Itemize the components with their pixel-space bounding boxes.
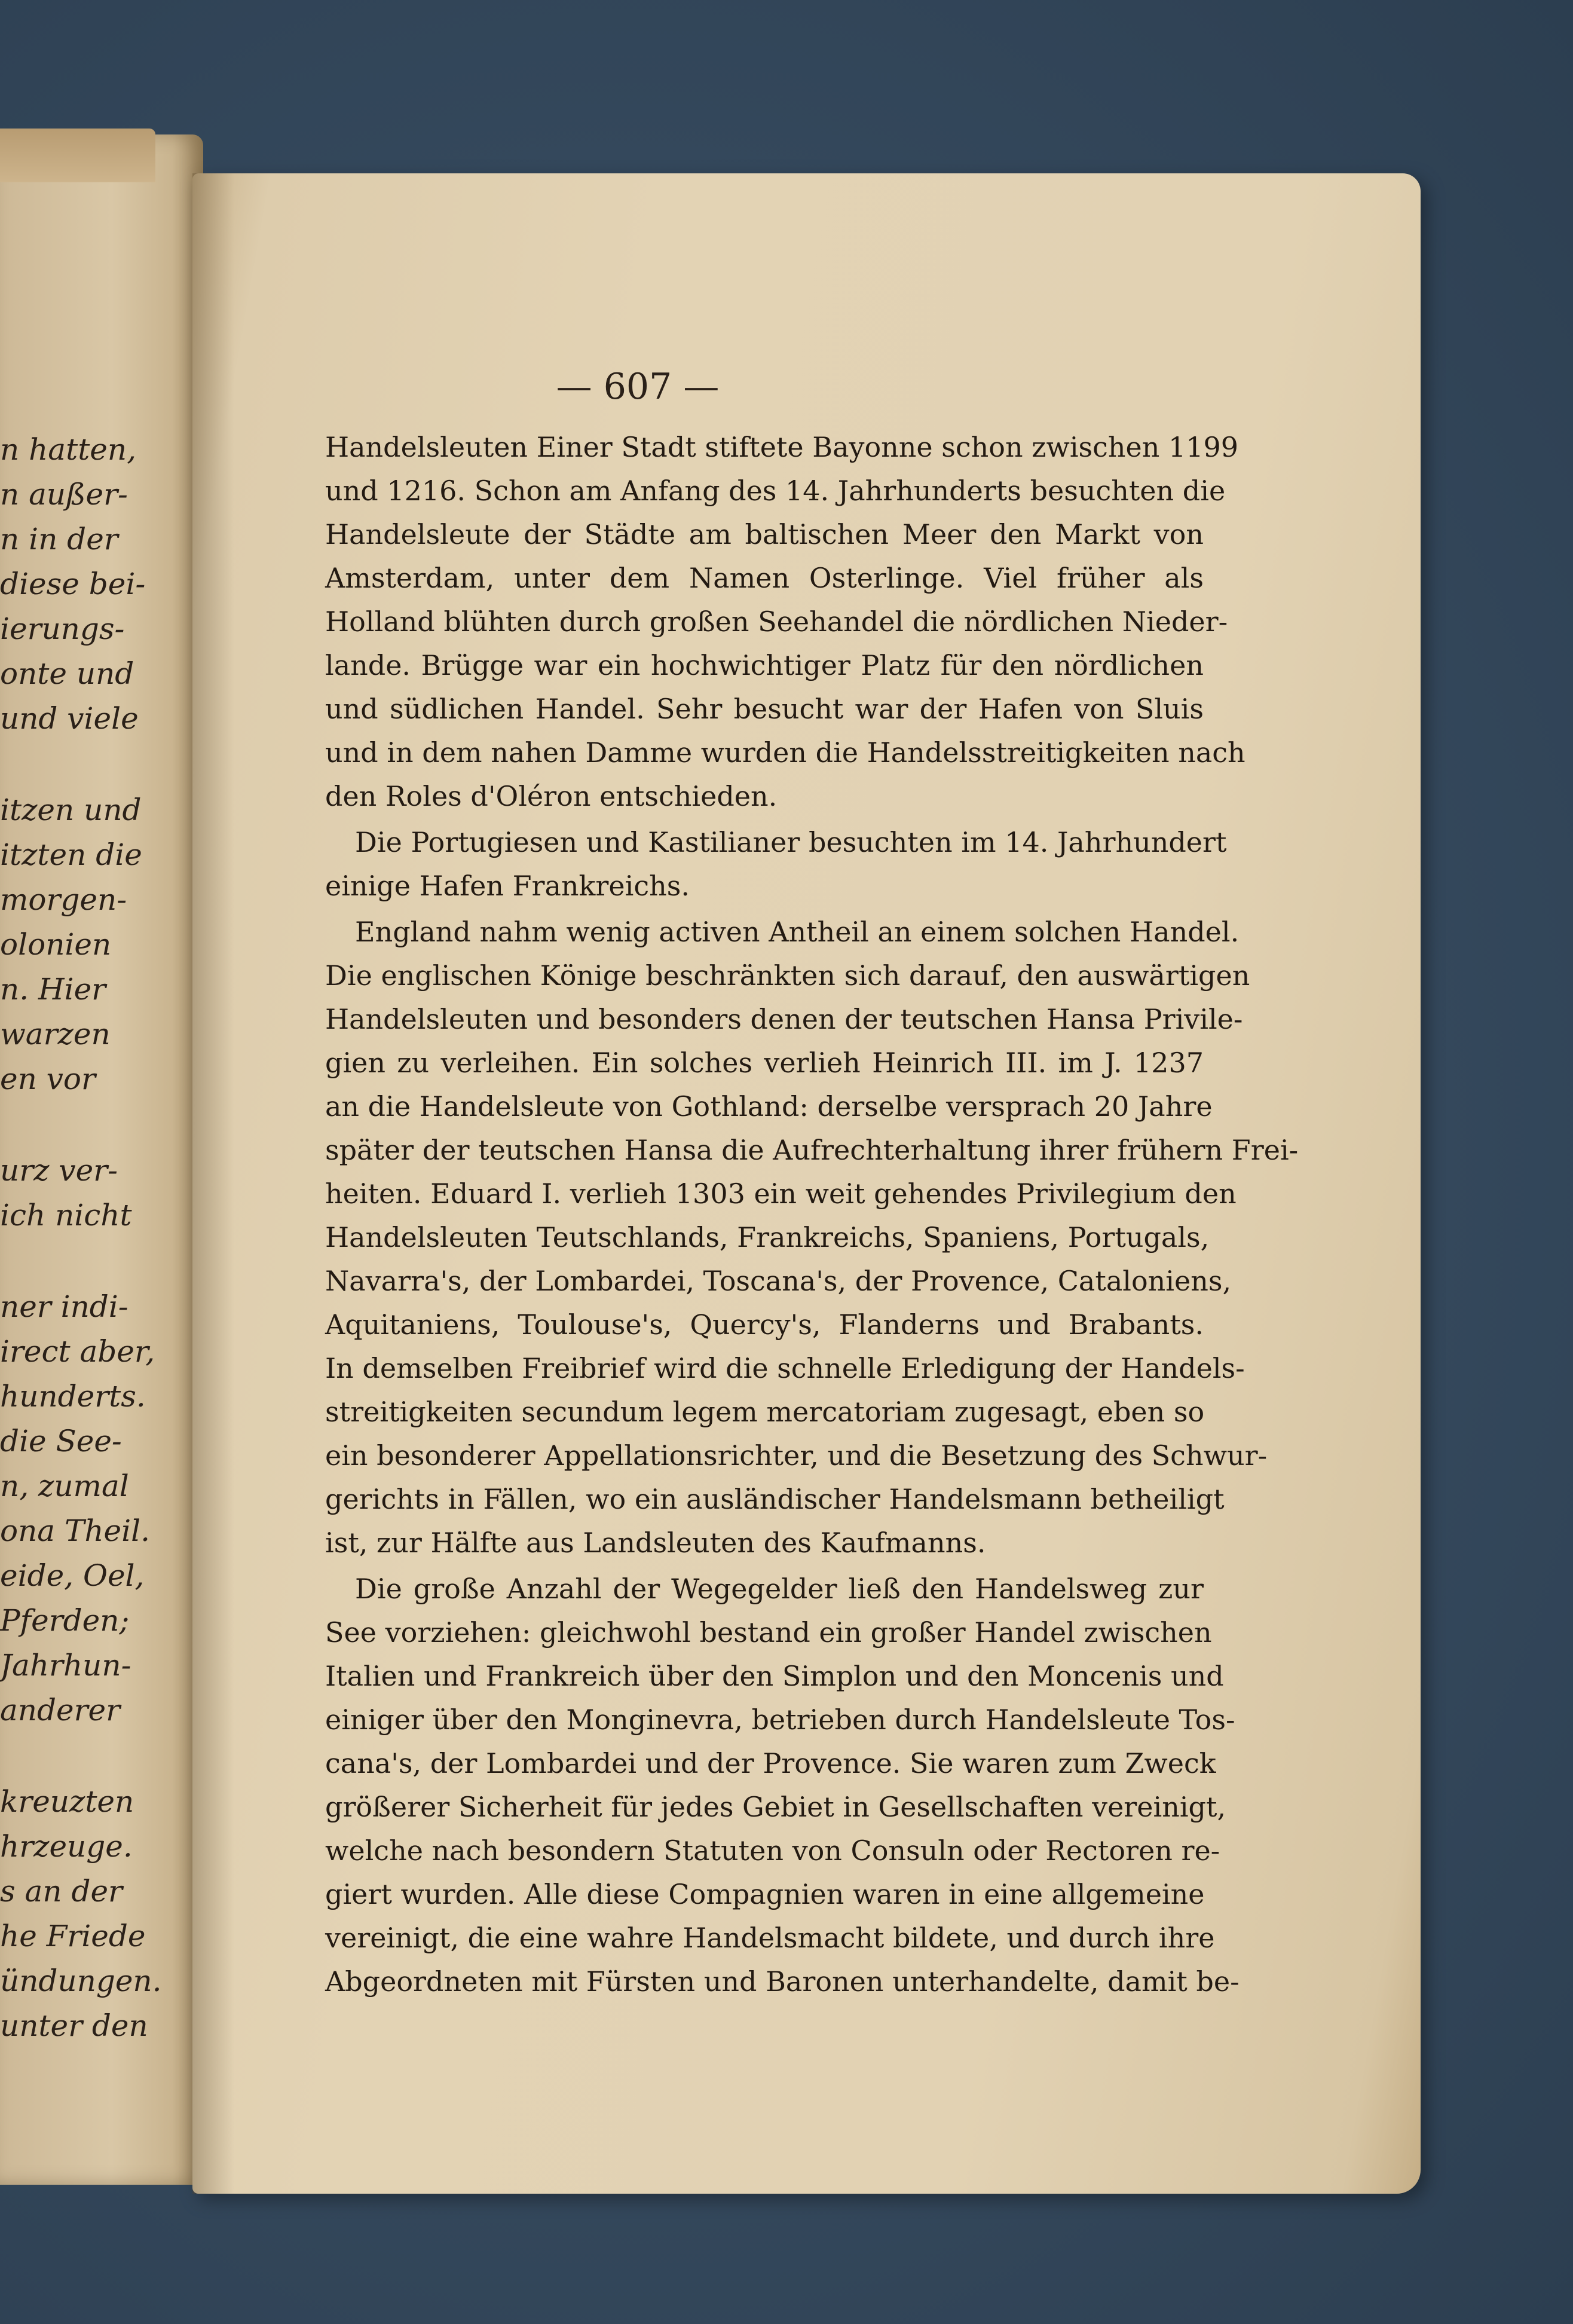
left-page-line: hunderts. [0, 1379, 146, 1414]
left-page-line: ner indi- [0, 1289, 128, 1324]
text-line: Aquitaniens, Toulouse's, Quercy's, Flanderns und Brabants. [325, 1308, 1204, 1341]
left-page-line: Pferden; [0, 1603, 130, 1638]
text-line: Italien und Frankreich über den Simplon und den Moncenis und [325, 1660, 1224, 1692]
text-line: und 1216. Schon am Anfang des 14. Jahrhunderts besuchten die [325, 475, 1226, 507]
text-line: und in dem nahen Damme wurden die Handelsstreitigkeiten nach [325, 736, 1245, 769]
text-line: den Roles d'Oléron entschieden. [325, 780, 778, 812]
text-line: größerer Sicherheit für jedes Gebiet in Gesellschaften vereinigt, [325, 1791, 1226, 1823]
text-line: einige Hafen Frankreichs. [325, 870, 690, 902]
left-page-line: diese bei- [0, 567, 146, 601]
text-line: heiten. Eduard I. verlieh 1303 ein weit gehendes Privilegium den [325, 1178, 1237, 1210]
text-line: und südlichen Handel. Sehr besucht war der Hafen von Sluis [325, 693, 1204, 725]
left-page-line: n. Hier [0, 972, 106, 1007]
text-line: streitigkeiten secundum legem mercatoriam zugesagt, eben so [325, 1396, 1205, 1428]
left-page-line: he Friede [0, 1919, 146, 1953]
left-page-line: n außer- [0, 477, 128, 512]
left-page-line: unter den [0, 2008, 148, 2043]
left-page-line: olonien [0, 927, 112, 962]
text-line: Handelsleuten Einer Stadt stiftete Bayonne schon zwischen 1199 [325, 431, 1239, 463]
left-page-line: irect aber, [0, 1334, 155, 1369]
text-line: später der teutschen Hansa die Aufrechterhaltung ihrer frühern Frei- [325, 1134, 1299, 1166]
text-line: gerichts in Fällen, wo ein ausländischer Handelsmann betheiligt [325, 1483, 1225, 1515]
left-page-text [0, 427, 162, 2048]
text-line: Abgeordneten mit Fürsten und Baronen unterhandelte, damit be- [325, 1965, 1240, 1998]
page-stack-edge [0, 129, 155, 182]
text-line: Handelsleuten und besonders denen der teutschen Hansa Privile- [325, 1003, 1243, 1035]
left-page-line: n in der [0, 522, 118, 556]
left-page-line: itzen und [0, 793, 142, 827]
text-line: cana's, der Lombardei und der Provence. Sie waren zum Zweck [325, 1747, 1216, 1779]
left-page-line: hrzeuge. [0, 1829, 133, 1864]
text-line: giert wurden. Alle diese Compagnien waren in eine allgemeine [325, 1878, 1205, 1910]
text-line: Die englischen Könige beschränkten sich darauf, den auswärtigen [325, 959, 1250, 992]
text-line: einiger über den Monginevra, betrieben durch Handelsleute Tos- [325, 1704, 1235, 1736]
text-line: ist, zur Hälfte aus Landsleuten des Kaufmanns. [325, 1527, 986, 1559]
text-line: In demselben Freibrief wird die schnelle Erledigung der Handels- [325, 1352, 1245, 1384]
left-page-line: n, zumal [0, 1469, 129, 1503]
left-page-gap [0, 741, 94, 788]
left-page-gap [0, 1733, 94, 1779]
left-page-line: Jahrhun- [0, 1648, 131, 1683]
text-line: Handelsleuten Teutschlands, Frankreichs, Spaniens, Portugals, [325, 1221, 1210, 1253]
page-number: — 607 — [556, 366, 720, 408]
left-page-line: und viele [0, 701, 139, 736]
left-page-line: ich nicht [0, 1198, 132, 1233]
text-line: Amsterdam, unter dem Namen Osterlinge. Viel früher als [325, 562, 1204, 594]
text-line: Handelsleute der Städte am baltischen Meer den Markt von [325, 518, 1204, 551]
text-line: ein besonderer Appellationsrichter, und die Besetzung des Schwur- [325, 1439, 1268, 1472]
left-page-line: die See- [0, 1424, 122, 1458]
left-page-line: onte und [0, 656, 134, 691]
text-line: Die Portugiesen und Kastilianer besuchten im 14. Jahrhundert [355, 826, 1227, 858]
text-line: welche nach besondern Statuten von Consuln oder Rectoren re- [325, 1834, 1220, 1867]
left-page [0, 134, 203, 2185]
left-page-line: ierungs- [0, 611, 125, 646]
left-page-line: morgen- [0, 882, 127, 917]
left-page-line: en vor [0, 1062, 96, 1096]
left-page-line: warzen [0, 1017, 111, 1051]
left-page-gap [0, 1238, 94, 1285]
left-page-line: anderer [0, 1693, 121, 1727]
page-gutter-shadow [192, 173, 234, 2194]
text-line: See vorziehen: gleichwohl bestand ein großer Handel zwischen [325, 1616, 1212, 1649]
text-line: gien zu verleihen. Ein solches verlieh Heinrich III. im J. 1237 [325, 1047, 1204, 1079]
text-line: England nahm wenig activen Antheil an einem solchen Handel. [355, 916, 1240, 948]
left-page-line: n hatten, [0, 432, 136, 467]
left-page-gap [0, 1102, 94, 1148]
text-line: Navarra's, der Lombardei, Toscana's, der Provence, Cataloniens, [325, 1265, 1232, 1297]
text-line: vereinigt, die eine wahre Handelsmacht bildete, und durch ihre [325, 1922, 1215, 1954]
text-line: Holland blühten durch großen Seehandel die nördlichen Nieder- [325, 606, 1228, 638]
body-text [325, 426, 1299, 2004]
text-line: Die große Anzahl der Wegegelder ließ den Handelsweg zur [355, 1573, 1204, 1605]
left-page-line: ona Theil. [0, 1513, 151, 1548]
text-line: lande. Brügge war ein hochwichtiger Platz für den nördlichen [325, 649, 1204, 681]
left-page-line: kreuzten [0, 1784, 134, 1819]
left-page-line: urz ver- [0, 1153, 118, 1188]
left-page-line: s an der [0, 1874, 123, 1909]
left-page-line: ündungen. [0, 1964, 162, 1998]
text-line: an die Handelsleute von Gothland: derselbe versprach 20 Jahre [325, 1090, 1213, 1123]
left-page-line: eide, Oel, [0, 1558, 145, 1593]
book-page [192, 173, 1421, 2194]
left-page-line: itzten die [0, 837, 142, 872]
